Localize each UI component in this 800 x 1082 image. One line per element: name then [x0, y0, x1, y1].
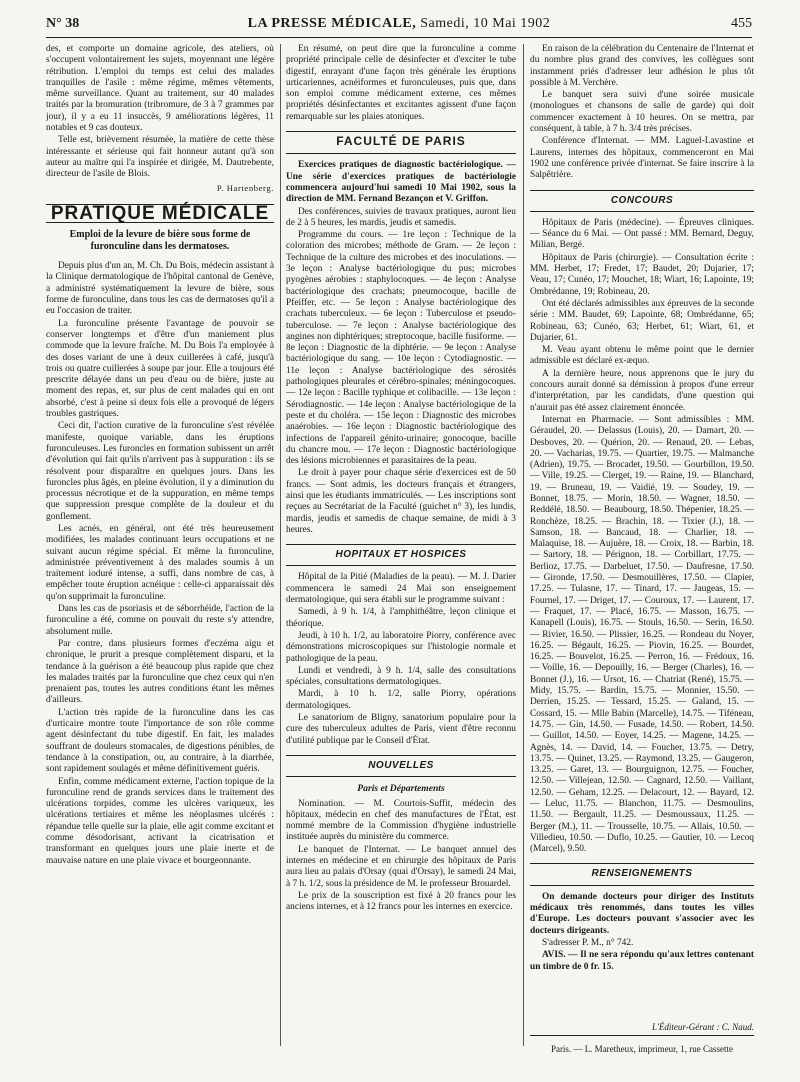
section-title: CONCOURS — [610, 194, 674, 206]
notice-text: Internat en Pharmacie. — Sont admissibles : MM. Géraudel, 20. — Delassus (Louis), 20. — Damart, 20. — Desboves, 20. — Quérion, 20. — Renaud, 20. — Lebas, 20. — Vacharias, 19.75. — Quartier, 19.75. — Malmanche (Adrien), 19.75. — Brocadet, 19.50. — Gourbillon, 19.50. — Ville, 19.25. — Clerget, 19. — Raine, 19. — Blanchard, 19. — Bruneau, 19. — Vaidié, 19. — Soudey, 19. — Bonnet, 18.75. — Morin, 18.50. — Wagner, 18.50. — Reddélé, 18.50. — Beaubourg, 18.50. Thépenier, 18.25. — Ronchèze, 18.25. — Brachin, 18. — Tixier (J.), 18. — Samson, 18. — Bancaud, 18. — Charlier, 18. — Malaquise, 18. — Aujuère, 18. — Croix, 18. — Barbin, 18. — Sartory, 18. — Pérignon, 18. — Corbillart, 17.75. — Berlioz, 17.75. — Darbeluet, 17.50. — Daufresne, 17.50. — Gironde, 17.50. — Desmouillères, 17.50. — Clapier, 17.25. — Tulasne, 17. — Tinard, 17. — Jaugeas, 15. — Fournel, 17. — Driget, 17. — Couroux, 17. — Laurent, 17. — Fraquet, 17. — Placé, 16.75. — Masson, 16.75. — Kanapell (Louis), 16.75. — Stouls, 16.50. — Serin, 16.50. — Rivier, 16.50. — Plissier, 16.25. — Rondeau du Noyer, 16.25. — Bégault, 16.25. — Piovin, 16.25. — Bourdet, 16.25. — Bouvelot, 16.25. — Perron, 16. — Frédoux, 16. — Voille, 16. — Depouilly, 16. — Berger (Charles), 16. — Bonnet (J.), 16. — Ursot, 16. — Chatriat (René), 15.75. — Midy, 15.75. — Bardin, 15.75. — Monnier, 15.50. — Derrien, 15.25. — Tessard, 15.25. — Galand, 15. — Cossard, 15. — Mlle Babin (Marcelle), 14.75. — Tiféneau, 14.75. — Gin, 14.50. — Fusade, 14.50. — Robert, 14.50. — Guillot, 14.50. — Eoyer, 14.25. — Magene, 14.25. — Agnès, 14. — David, 14. — Foucher, 13.75. — Detry, 13.75. — Quinet, 13.25. — Raymond, 13.25. — Gaugeron, 13.25. — Garet, 13. — Bourguignon, 12.75. — Foucher, 12.50. — Villejean, 12.50. — Cagnard, 12.50. — Vaillant, 12.50. — Geham, 12.25. — Delacourt, 12. — Bayard, 12. — Leluc, 11.75. — Blanchon, 11.75. — Desmoulins, 11.50. — Bergault, 11.25. — Desmoussaux, 11.25. — Berger (M.), 11. — Trousselle, 10.75. — Allais, 10.50. — Villedieu, 10.50. — Duflo, 10.25. — Gautier, 10. — Lecoq (Marcel), 9.50. — [530, 414, 754, 855]
notice-text: Programme du cours. — 1re leçon : Technique de la coloration des microbes; méthode de Gram. — 2e leçon : Technique de la culture des microbes et des inoculations. — 3e leçon : Analyse bactériologique du pus; microbes pyogènes aérobies : staphylocoques. — 4e leçon : Analyse bactériologique des crachats; pneumocoque, bacille de Pfeiffer, etc. — 5e leçon : Analyse bactériologique des crachats tuberculeux. — 6e leçon : Tuberculose et pseudo-tuberculose. — 7e leçon : Analyse bactériologique des angines non diphtériques; streptocoque, bacille fusiforme. — 8e leçon : Diagnostic de la diphtérie. — 9e leçon : Analyse bactériologique du sang. — 10e leçon : Cytodiagnostic. — 11e leçon : Analyse bactériologique des sérosités pathologiques pleurales et cérébro-spinales; méningocoques. — 12e leçon : Bacille typhique et colibacille. — 13e leçon : Sérodiagnostic. — 14e leçon : Analyse bactériologique de la peste et du choléra. — 15e leçon : Diagnostic des microbes anaérobies. — 16e leçon : Diagnostic bactériologique des infections de l'appareil génito-urinaire; gonocoque, bacille du chancre mou. — 17e leçon : Diagnostic bactériologique des lésions microbiennes et parasitaires de la peau. — [286, 230, 516, 467]
notice-text: Hôpitaux de Paris (chirurgie). — Consultation écrite : MM. Herbet, 17; Fredet, 17; Baudet, 20; Dujarier, 17; Veau, 17; Cunéo, 17; Mouchet, 18; Wiart, 16; Lapointe, 19; Ombrédanne, 19; Robineau, 20. — [530, 252, 754, 297]
page-number: 455 — [731, 16, 752, 31]
article-subhead: Emploi de la levure de bière sous forme de furonculine dans les dermatoses. — [69, 229, 251, 253]
imprint — [530, 1022, 754, 1054]
notice-text: Lundi et vendredi, à 9 h. 1/4, salle des consultations spéciales, consultations dermatologiques. — [286, 665, 516, 688]
article-text: La furonculine présente l'avantage de pouvoir se conserver longtemps et d'être d'un maniement plus commode que la levure fraîche. M. Du Bois l'a employée à des doses variant de une à deux cuillerées à café, jusqu'à trois ou quatre cuillerées à soupe par jour. Elle a toujours été prescrite délayée dans un peu d'eau ou de bière, juste au moment des repas, et, sur plus de cent malades qui en ont absorbé, c'est à peine si deux fois elle a provoqué de légers troubles gastriques. — [46, 318, 274, 420]
running-header — [46, 14, 752, 38]
article-text: des, et comporte un domaine agricole, des ateliers, où s'occupent volontairement les sujets, moyennant une légère rétribution. L'emploi du temps est celui des malades tranquilles de l'asile : même régime, mêmes vêtements, même surveillance. Quant au traitement, sur 40 malades traités par la bromuration (tribromure, de 3 à 7 grammes par jour), il y a eu 11 insuccès, 9 améliorations légères, 11 notables et 9 cas douteux. — [46, 44, 274, 134]
section-title: FACULTÉ DE PARIS — [336, 134, 466, 149]
notice-text: Conférence d'Internat. — MM. Laguel-Lavastine et Laurens, internes des hôpitaux, commenceront en Mai 1902 une conférence privée d'internat. Se faire inscrire à la Salpêtrière. — [530, 136, 754, 181]
section-subtitle: Paris et Départements — [357, 783, 445, 795]
article-text: Ceci dit, l'action curative de la furonculine s'est révélée manifeste, quoique variable, dans les éruptions furonculeuses. Les furoncles en formation subissent un arrêt d'évolution qui fait qu'ils n'arrivent pas à suppuration : ils se résolvent pour disparaître en quelques jours. Dans les furoncles plus âgés, en pleine évolution, il y a diminution du processus nécrotique et de la suppuration, en même temps que suppression presque complète de la douleur et du gonflement. — [46, 421, 274, 522]
article-text: En résumé, on peut dire que la furonculine a comme propriété principale celle de désinfecter et d'exciter le tube digestif, enrayant d'une façon très générale les éruptions urticariennes, acnéiformes et furonculeuses, puis que, dans son emploi comme médicament externe, ces mêmes propriétés désinfectantes et excitantes agissent d'une façon remarquable sur les plaies atoniques. — [286, 44, 516, 122]
notice-text: Mardi, à 10 h. 1/2, salle Piorry, opérations dermatologiques. — [286, 689, 516, 711]
notice-text: Nomination. — M. Courtois-Suffit, médecin des hôpitaux, médecin en chef des manufactures de l'État, est nommé membre de la Commission d'hygiène industrielle instituée auprès du ministère du commerce. — [286, 798, 516, 843]
section-heading-box — [530, 190, 754, 212]
article-text: Dans les cas de psoriasis et de séborrhéide, l'action de la furonculine a été, comme on pouvait du reste s'y attendre, absolument nulle. — [46, 604, 274, 637]
printer-line: Paris. — L. Maretheux, imprimeur, 1, rue Cassette — [550, 1044, 734, 1054]
section-title: RENSEIGNEMENTS — [591, 868, 693, 880]
notice-text: AVIS. — Il ne sera répondu qu'aux lettres contenant un timbre de 0 fr. 15. — [530, 950, 754, 972]
notice-text: M. Veau ayant obtenu le même point que le dernier admissible est déclaré ex-æquo. — [530, 345, 754, 367]
column-rule — [523, 44, 524, 1046]
notice-heading: Exercices pratiques de diagnostic bactériologique. — Une série d'exercices pratiques de bactériologie commencera aujourd'hui samedi 10 Mai 1902, sous la direction de MM. Fernand Bezançon et V. Griffon. — [286, 160, 516, 205]
section-heading-box — [530, 863, 754, 885]
notice-text: On demande docteurs pour diriger des Instituts médicaux très renommés, dans toutes les villes d'Europe. Les docteurs pouvant s'associer avec les docteurs dirigeants. — [530, 891, 754, 936]
author-signature: P. Hartenberg. — [216, 182, 274, 193]
column-rule — [280, 44, 281, 1046]
notice-text: En raison de la célébration du Centenaire de l'Internat et du nombre plus grand des convives, les collègues sont instamment priés d'adresser leur adhésion le plus tôt possible à M. Verchère. — [530, 44, 754, 88]
column-2 — [286, 44, 516, 1046]
notice-text: Des conférences, suivies de travaux pratiques, auront lieu de 2 à 5 heures, les mardis, jeudis et samedis. — [286, 206, 516, 228]
notice-text: Jeudi, à 10 h. 1/2, au laboratoire Piorry, conférence avec démonstrations microscopiques sur l'histologie normale et pathologique de la peau. — [286, 630, 516, 664]
column-1 — [46, 44, 274, 1046]
notice-text: Samedi, à 9 h. 1/4, à l'amphithéâtre, leçon clinique et théorique. — [286, 607, 516, 629]
issue-date: Samedi, 10 Mai 1902 — [416, 16, 551, 31]
section-title: NOUVELLES — [368, 759, 434, 771]
article-text: Depuis plus d'un an, M. Ch. Du Bois, médecin assistant à la Clinique dermatologique de l'hôpital cantonal de Genève, a administré systématiquement la levure de bière, sous forme de furonculine, dans tous les cas de dermatoses qu'il a eu l'occasion de traiter. — [46, 261, 274, 317]
article-text: L'action très rapide de la furonculine dans les cas d'urticaire montre toute l'importance de son rôle comme agent désinfectant du tube digestif. En fait, les malades souffrant de douleurs stomacales, de digestions pénibles, de tendance à la constipation, ou, au contraire, à la diarrhée, sont rapidement soulagés et même définitivement guéris. — [46, 707, 274, 775]
notice-text: S'adresser P. M., n° 742. — [542, 937, 634, 948]
article-text: Les acnés, en général, ont été très heureusement modifiées, les malades continuant leurs occupations et ne suivant aucun régime spécial. Et même la furonculine, administrée préventivement à des malades soumis à un traitement ioduré intense, a suffi, dans nombre de cas, à empêcher toute éruption acnéique : celle-ci apparaissait dès qu'on supprimait la furonculine. — [46, 523, 274, 602]
section-heading-box — [286, 755, 516, 777]
column-3 — [530, 44, 754, 1046]
notice-text: Le banquet sera suivi d'une soirée musicale (monologues et chansons de salle de garde) qui doit commencer exactement à 10 heures. On se mettra, par conséquent, à table, à 7 h. 3/4 très précises. — [530, 90, 754, 135]
journal-name: LA PRESSE MÉDICALE, — [247, 16, 417, 31]
notice-text: Le sanatorium de Bligny, sanatorium populaire pour la cure des tuberculeux adultes de Paris, vient d'être reconnu d'utilité publique par le Conseil d'État. — [286, 713, 516, 746]
notice-text: Hôpitaux de Paris (médecine). — Épreuves cliniques. — Séance du 6 Mai. — Ont passé : MM. Bernard, Deguy, Milian, Bergé. — [530, 217, 754, 251]
notice-text: Ont été déclarés admissibles aux épreuves de la seconde série : MM. Baudet, 69; Lapointe, 68; Ombrédanne, 65; Robineau, 63; Cunéo, 63; Herbet, 61; Wiart, 61, et Dujarier, 61. — [530, 298, 754, 343]
notice-text: Le prix de la souscription est fixé à 20 francs pour les anciens internes, et à 12 francs pour les internes en exercice. — [286, 890, 516, 913]
issue-number: N° 38 — [46, 16, 80, 31]
notice-text: Hôpital de la Pitié (Maladies de la peau). — M. J. Darier commencera le samedi 24 Mai son enseignement dermatologique, qui sera établi sur le programme suivant : — [286, 572, 516, 606]
notice-text: A la dernière heure, nous apprenons que le jury du concours aurait donné sa démission à propos d'une erreur d'interprétation, par les candidats, d'une question qui n'aurait pas été assez clairement énoncée. — [530, 368, 754, 413]
notice-text: Le droit à payer pour chaque série d'exercices est de 50 francs. — Sont admis, les docteurs français et étrangers, ainsi que les étudiants immatriculés. — Les inscriptions sont reçues au Secrétariat de la Faculté (guichet n° 3), les lundis, mardis, jeudis et samedis de chaque semaine, de midi à 3 heures. — [286, 468, 516, 535]
section-heading-box — [46, 204, 274, 223]
notice-text: Le banquet de l'Internat. — Le banquet annuel des internes en médecine et en chirurgie des hôpitaux de Paris aura lieu au palais d'Orsay (quai d'Orsay), le samedi 24 Mai, à 7 h. 1/2, sous la présidence de M. le professeur Brouardel. — [286, 844, 516, 889]
section-heading-box — [286, 544, 516, 566]
editor-line: L'Éditeur-Gérant : C. Naud. — [530, 1022, 754, 1036]
section-title: HOPITAUX ET HOSPICES — [335, 549, 467, 561]
article-text: Telle est, brièvement résumée, la matière de cette thèse intéressante et sérieuse qui fait honneur autant qu'à son auteur au maître qui l'a inspirée et dirigée, M. Dautrebente, directeur de l'asile de Blois. — [46, 135, 274, 180]
section-heading-box — [286, 131, 516, 154]
article-text: Par contre, dans plusieurs formes d'eczéma aigu et chronique, le prurit a presque complètement disparu, et la tendance à la guérison a été beaucoup plus rapide que chez les malades traités par la furonculine que chez ceux qui n'en prenaient pas, toutes les autres conditions étant les mêmes d'ailleurs. — [46, 638, 274, 706]
section-title: PRATIQUE MÉDICALE — [50, 202, 270, 224]
article-text: Enfin, comme médicament externe, l'action topique de la furonculine rend de grands services dans le traitement des ulcérations torpides, comme les ulcères variqueux, les ulcérations tertiaires et même les néoplasmes ulcérés : répandue telle quelle sur la plaie, elle agit comme excitant et comme désodorisant, activant la cicatrisation et transformant en quelques jours une plaie inerte et de mauvaise nature en une plaie vivace et bourgeonnante. — [46, 776, 274, 866]
journal-title — [46, 16, 752, 32]
